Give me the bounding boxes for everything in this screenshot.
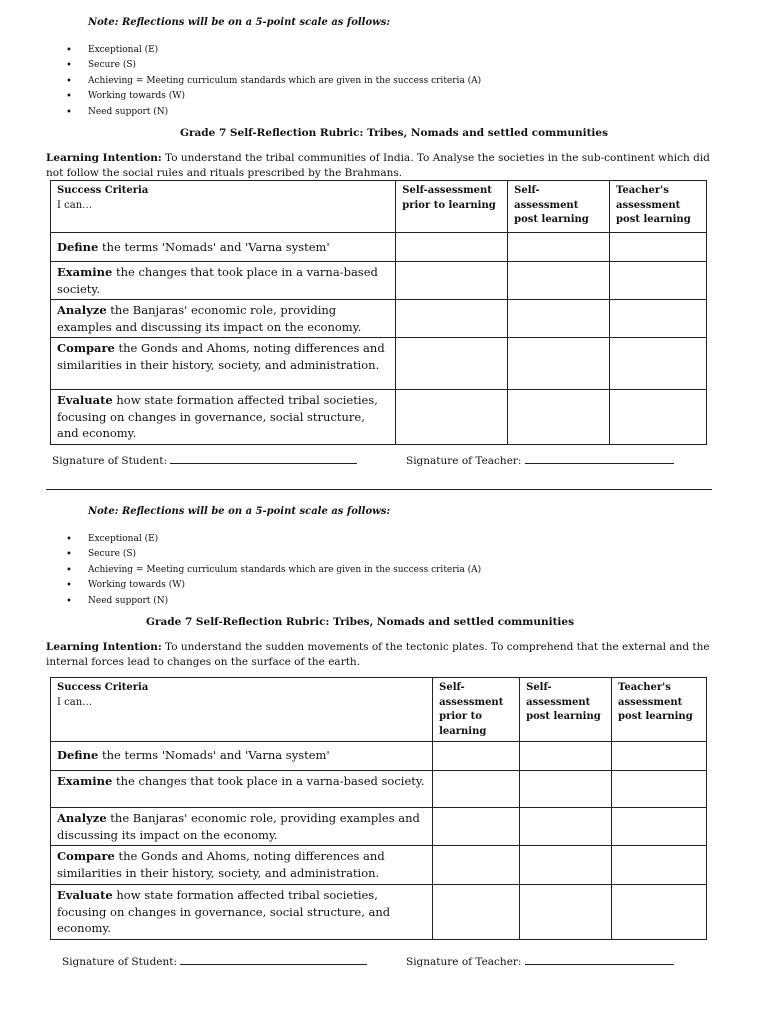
scale-item: • Exceptional (E)	[66, 532, 481, 547]
table-row	[51, 885, 707, 940]
criteria-cell	[51, 885, 433, 940]
self-prior-header: Self-assessment prior to learning	[433, 678, 520, 742]
criteria-verb: Evaluate	[57, 393, 113, 407]
table-row	[51, 338, 707, 390]
table-row	[51, 742, 707, 771]
scale-note: Note: Reflections will be on a 5-point scale as follows:	[88, 506, 391, 517]
section-divider	[46, 489, 712, 490]
rubric-table	[50, 180, 707, 445]
criteria-verb: Evaluate	[57, 888, 113, 902]
teacher-signature	[406, 454, 674, 467]
scale-list	[66, 43, 481, 120]
self-post-cell[interactable]	[508, 300, 610, 338]
teacher-cell[interactable]	[612, 771, 707, 808]
self-prior-cell[interactable]	[396, 338, 508, 390]
self-post-cell[interactable]	[508, 233, 610, 262]
teacher-cell[interactable]	[610, 262, 707, 300]
self-prior-cell[interactable]	[433, 846, 520, 885]
scale-item: • Working towards (W)	[66, 89, 481, 104]
table-row	[51, 808, 707, 846]
teacher-signature	[406, 955, 674, 968]
teacher-cell[interactable]	[612, 742, 707, 771]
teacher-signature-line[interactable]	[525, 454, 674, 464]
criteria-cell	[51, 262, 396, 300]
criteria-cell	[51, 338, 396, 390]
student-signature-label: Signature of Student:	[62, 956, 178, 968]
teacher-signature-line[interactable]	[525, 955, 674, 965]
criteria-cell	[51, 846, 433, 885]
self-post-header: Self-assessment post learning	[508, 181, 610, 233]
criteria-header	[51, 678, 433, 742]
table-row	[51, 846, 707, 885]
criteria-verb: Compare	[57, 849, 115, 863]
table-row	[51, 390, 707, 445]
criteria-text: how state formation affected tribal societies, focusing on changes in governance, social structure, and economy.	[57, 888, 391, 935]
intent-text: To understand the tribal communities of India. To Analyse the societies in the sub-continent which did not follow the social rules and rituals prescribed by the Brahmans.	[46, 152, 710, 179]
criteria-text: the Banjaras' economic role, providing examples and discussing its impact on the economy.	[57, 303, 362, 334]
self-prior-cell[interactable]	[396, 300, 508, 338]
scale-item: • Working towards (W)	[66, 578, 481, 593]
teacher-cell[interactable]	[612, 846, 707, 885]
criteria-verb: Define	[57, 748, 99, 762]
self-post-cell[interactable]	[520, 742, 612, 771]
criteria-text: the Gonds and Ahoms, noting differences and similarities in their history, society, and administration.	[57, 849, 385, 880]
intent-label: Learning Intention:	[46, 641, 162, 653]
criteria-verb: Compare	[57, 341, 115, 355]
self-prior-header: Self-assessment prior to learning	[396, 181, 508, 233]
self-prior-cell[interactable]	[433, 742, 520, 771]
learning-intention	[46, 640, 714, 669]
rubric-table	[50, 677, 707, 940]
student-signature	[52, 454, 357, 467]
criteria-text: how state formation affected tribal societies, focusing on changes in governance, social structure, and economy.	[57, 393, 378, 440]
student-signature-line[interactable]	[180, 955, 367, 965]
table-row	[51, 771, 707, 808]
intent-label: Learning Intention:	[46, 152, 162, 164]
student-signature	[62, 955, 367, 968]
self-prior-cell[interactable]	[433, 771, 520, 808]
teacher-cell[interactable]	[612, 885, 707, 940]
self-post-cell[interactable]	[508, 338, 610, 390]
criteria-text: the changes that took place in a varna-based society.	[112, 774, 425, 788]
table-row	[51, 233, 707, 262]
criteria-cell	[51, 300, 396, 338]
self-post-cell[interactable]	[520, 771, 612, 808]
criteria-text: the terms 'Nomads' and 'Varna system'	[98, 240, 330, 254]
teacher-header: Teacher's assessment post learning	[612, 678, 707, 742]
criteria-verb: Analyze	[57, 811, 107, 825]
criteria-verb: Analyze	[57, 303, 107, 317]
criteria-text: the terms 'Nomads' and 'Varna system'	[98, 748, 330, 762]
criteria-text: the Gonds and Ahoms, noting differences and similarities in their history, society, and administration.	[57, 341, 385, 372]
intent-text: To understand the sudden movements of the tectonic plates. To comprehend that the external and the internal forces lead to changes on the surface of the earth.	[46, 641, 710, 668]
criteria-cell	[51, 771, 433, 808]
self-prior-cell[interactable]	[396, 233, 508, 262]
teacher-cell[interactable]	[610, 233, 707, 262]
criteria-cell	[51, 808, 433, 846]
learning-intention	[46, 151, 718, 180]
self-post-header: Self-assessment post learning	[520, 678, 612, 742]
criteria-title: Success Criteria	[57, 682, 149, 693]
table-header-row	[51, 181, 707, 233]
teacher-cell[interactable]	[610, 390, 707, 445]
teacher-signature-label: Signature of Teacher:	[406, 455, 522, 467]
table-header-row	[51, 678, 707, 742]
student-signature-label: Signature of Student:	[52, 455, 168, 467]
scale-item: • Need support (N)	[66, 594, 481, 609]
scale-note: Note: Reflections will be on a 5-point scale as follows:	[88, 17, 391, 28]
rubric-title: Grade 7 Self-Reflection Rubric: Tribes, Nomads and settled communities	[145, 616, 575, 628]
self-post-cell[interactable]	[508, 390, 610, 445]
teacher-cell[interactable]	[612, 808, 707, 846]
criteria-sub: I can…	[57, 199, 93, 211]
criteria-verb: Examine	[57, 265, 113, 279]
self-prior-cell[interactable]	[433, 808, 520, 846]
criteria-text: the Banjaras' economic role, providing examples and discussing its impact on the economy.	[57, 811, 420, 842]
scale-item: • Need support (N)	[66, 105, 481, 120]
table-row	[51, 262, 707, 300]
scale-item: • Secure (S)	[66, 58, 481, 73]
criteria-sub: I can…	[57, 696, 93, 708]
self-prior-cell[interactable]	[433, 885, 520, 940]
student-signature-line[interactable]	[170, 454, 357, 464]
criteria-cell	[51, 233, 396, 262]
self-post-cell[interactable]	[508, 262, 610, 300]
self-post-cell[interactable]	[520, 885, 612, 940]
teacher-cell[interactable]	[610, 300, 707, 338]
self-prior-cell[interactable]	[396, 390, 508, 445]
criteria-text: the changes that took place in a varna-based society.	[57, 265, 378, 296]
scale-item: • Exceptional (E)	[66, 43, 481, 58]
teacher-signature-label: Signature of Teacher:	[406, 956, 522, 968]
criteria-cell	[51, 742, 433, 771]
scale-item: • Achieving = Meeting curriculum standards which are given in the success criteria (A)	[66, 563, 481, 578]
teacher-header: Teacher's assessment post learning	[610, 181, 707, 233]
scale-item: • Secure (S)	[66, 547, 481, 562]
criteria-verb: Examine	[57, 774, 113, 788]
scale-list	[66, 532, 481, 609]
teacher-cell[interactable]	[610, 338, 707, 390]
criteria-title: Success Criteria	[57, 185, 149, 196]
table-row	[51, 300, 707, 338]
criteria-verb: Define	[57, 240, 99, 254]
criteria-cell	[51, 390, 396, 445]
self-post-cell[interactable]	[520, 808, 612, 846]
scale-item: • Achieving = Meeting curriculum standards which are given in the success criteria (A)	[66, 74, 481, 89]
self-post-cell[interactable]	[520, 846, 612, 885]
criteria-header	[51, 181, 396, 233]
rubric-title: Grade 7 Self-Reflection Rubric: Tribes, Nomads and settled communities	[179, 127, 609, 139]
self-prior-cell[interactable]	[396, 262, 508, 300]
